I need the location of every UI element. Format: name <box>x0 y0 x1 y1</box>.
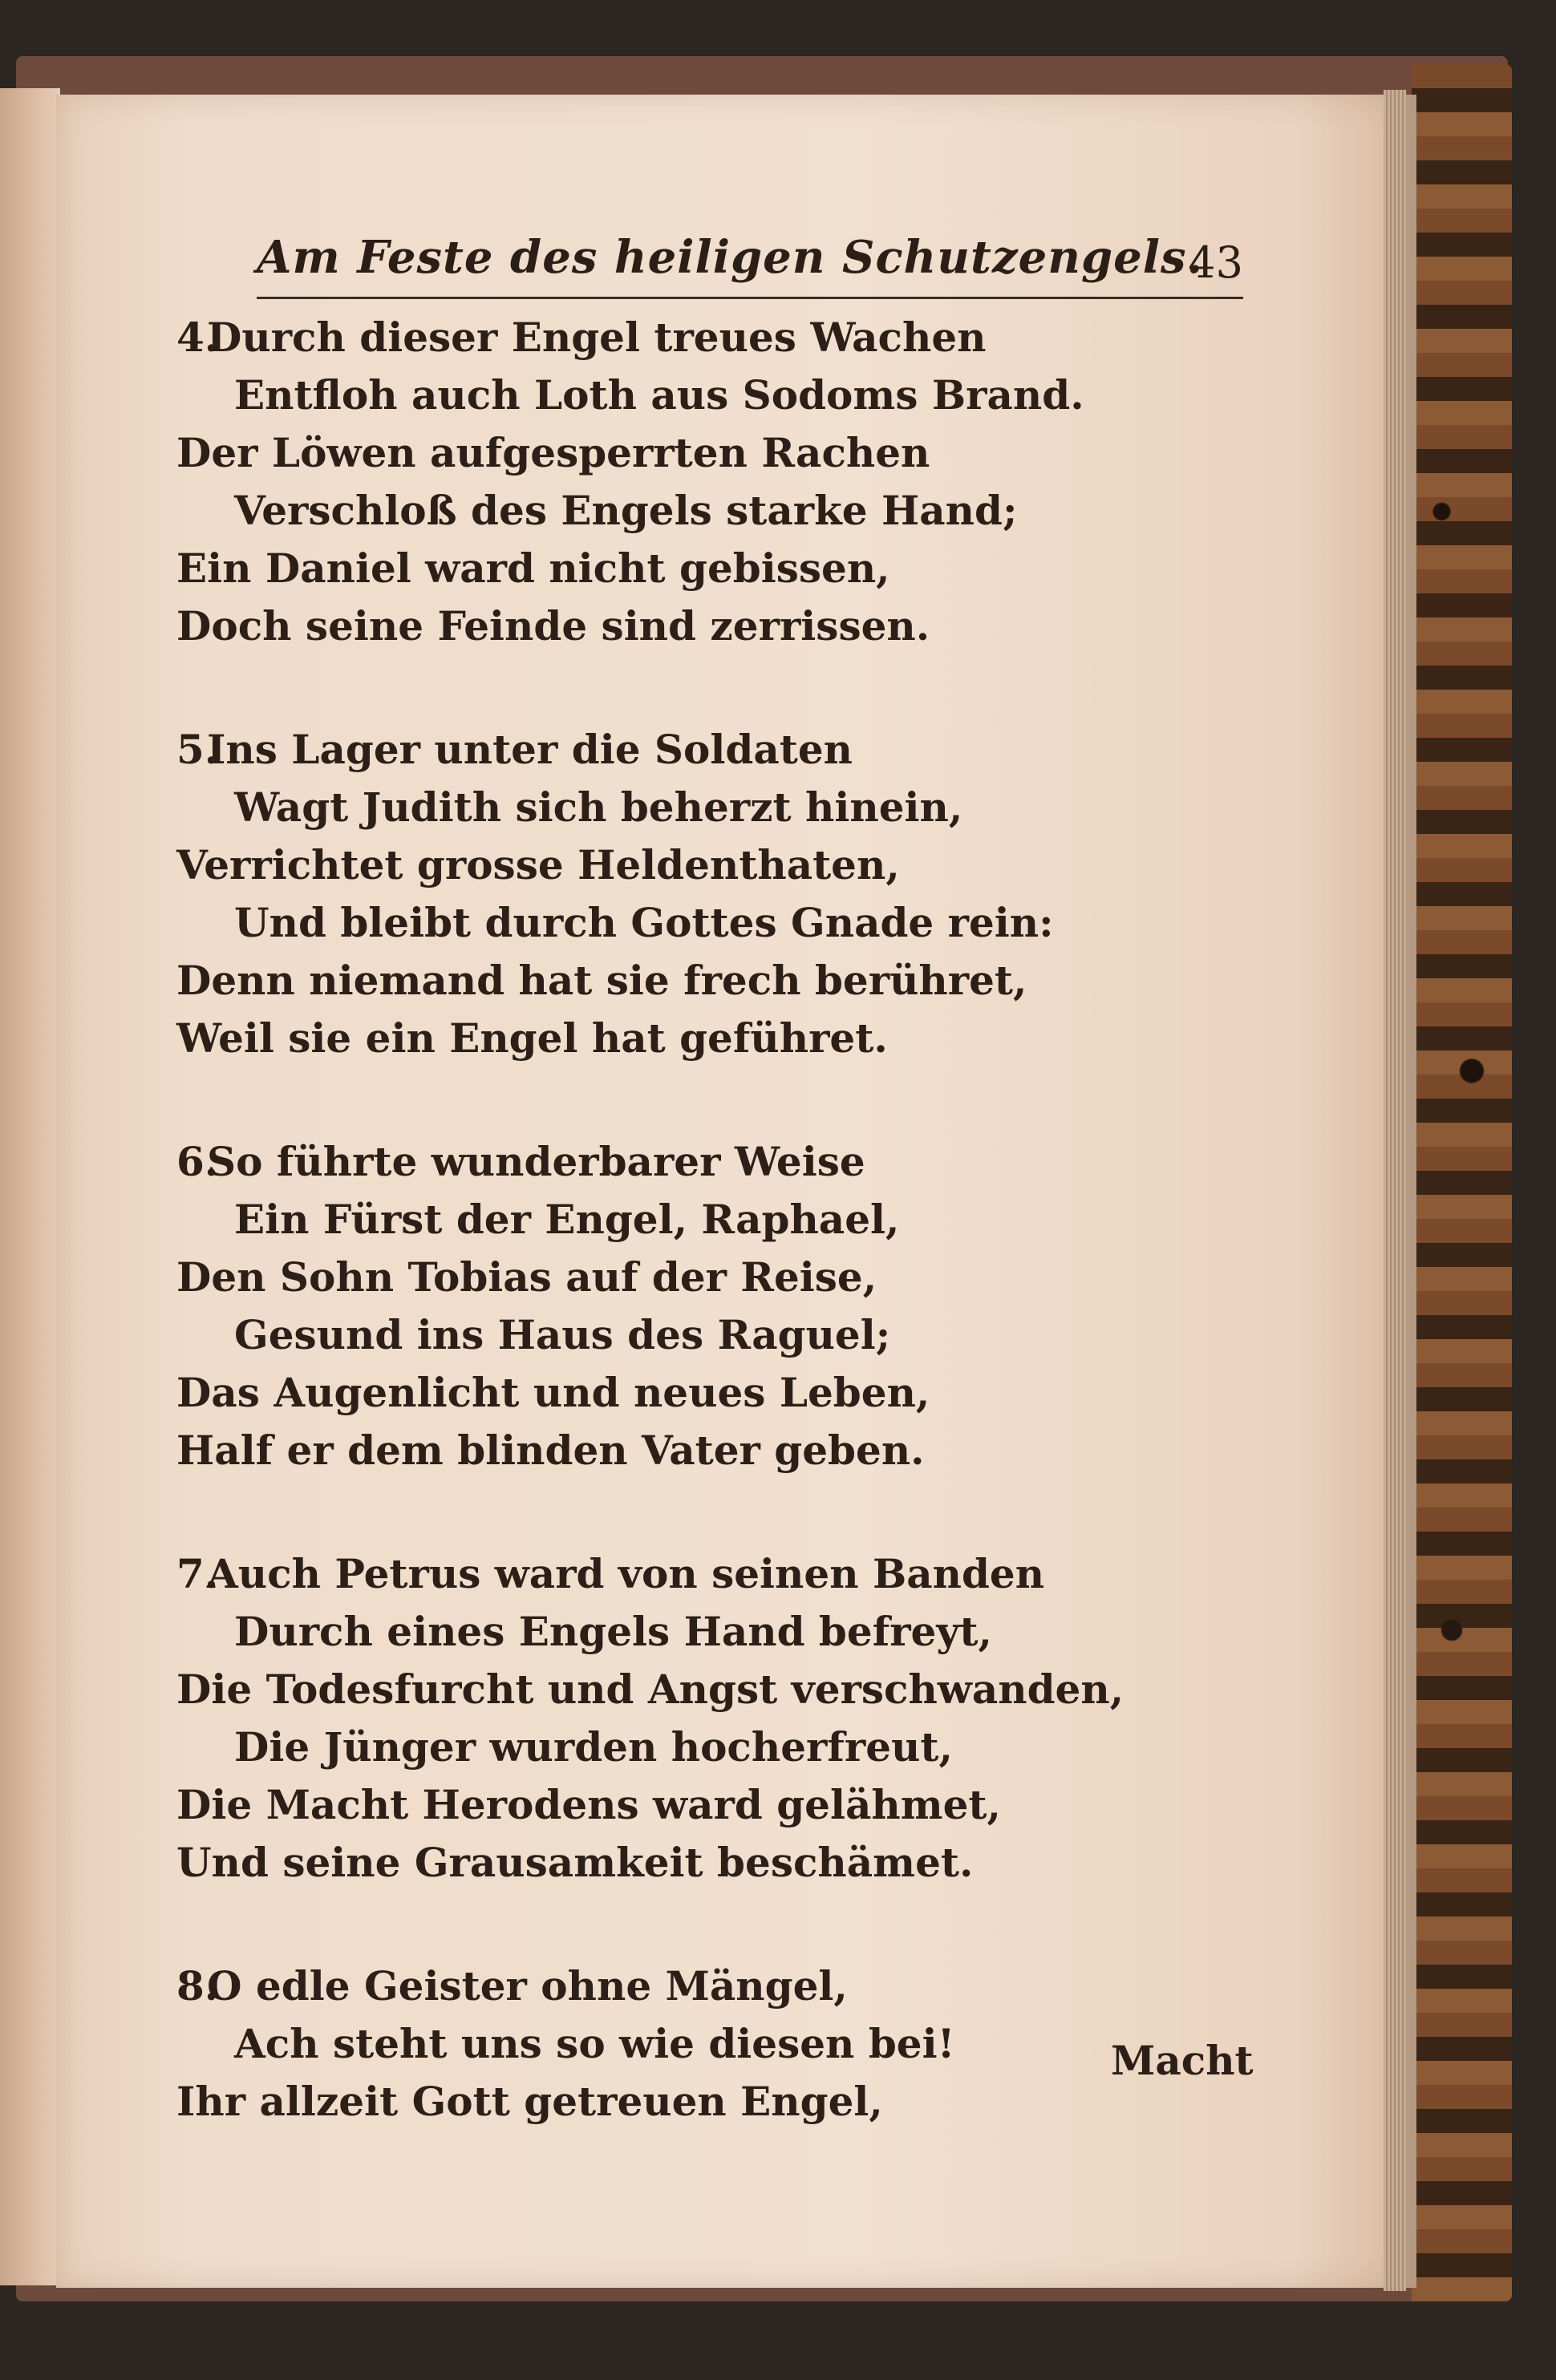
stanza-7 <box>176 1545 1123 1892</box>
verse-line: Ein Daniel ward nicht gebissen, <box>176 544 890 592</box>
verse-line: Gesund ins Haus des Raguel; <box>234 1311 891 1358</box>
stanza-number: 5. <box>176 726 219 773</box>
verse-line: Das Augenlicht und neues Leben, <box>176 1369 930 1416</box>
stanza-4 <box>176 309 1123 655</box>
verse-line: Die Macht Herodens ward gelähmet, <box>176 1781 1001 1828</box>
verse-line: Und seine Grausamkeit beschämet. <box>176 1839 974 1886</box>
verse-line: Weil sie ein Engel hat geführet. <box>176 1014 888 1062</box>
stanza-8 <box>176 1957 1123 2131</box>
verse-line: 5.Ins Lager unter die Soldaten <box>176 721 1123 779</box>
facing-page-edge <box>0 88 60 2285</box>
verse-line: Durch eines Engels Hand befreyt, <box>234 1608 992 1655</box>
verse-line: Der Löwen aufgesperrten Rachen <box>176 429 930 476</box>
verse-line: Ein Fürst der Engel, Raphael, <box>234 1196 900 1243</box>
verse-line: Ihr allzeit Gott getreuen Engel, <box>176 2078 883 2125</box>
stanza-number: 7. <box>176 1550 219 1597</box>
stanza-6 <box>176 1133 1123 1479</box>
verse-line: 7.Auch Petrus ward von seinen Banden <box>176 1545 1123 1603</box>
verse-line: Wagt Judith sich beherzt hinein, <box>234 783 963 831</box>
hymn-text <box>176 309 1123 2196</box>
stanza-number: 8. <box>176 1962 219 2010</box>
marbled-cover-edge <box>1412 64 1512 2301</box>
stanza-5 <box>176 721 1123 1067</box>
page-number: 43 <box>1188 237 1243 288</box>
verse-line: Half er dem blinden Vater geben. <box>176 1427 925 1474</box>
verse-line: Verschloß des Engels starke Hand; <box>234 487 1018 534</box>
running-title: Am Feste des heiligen Schutzengels. <box>257 231 1204 284</box>
catchword: Macht <box>1111 2037 1254 2084</box>
verse-line: Entfloh auch Loth aus Sodoms Brand. <box>234 371 1084 419</box>
verse-line: Ach steht uns so wie diesen bei! <box>234 2020 955 2067</box>
verse-line: Die Jünger wurden hocherfreut, <box>234 1723 953 1771</box>
stanza-number: 4. <box>176 314 219 361</box>
page-header <box>257 225 1243 299</box>
verse-line: Doch seine Feinde sind zerrissen. <box>176 602 930 650</box>
page-stack-edge <box>1384 90 1406 2291</box>
verse-line: Denn niemand hat sie frech berühret, <box>176 957 1027 1004</box>
verse-line: Den Sohn Tobias auf der Reise, <box>176 1253 877 1301</box>
verse-line: 4.Durch dieser Engel treues Wachen <box>176 309 1123 366</box>
stanza-number: 6. <box>176 1138 219 1185</box>
verse-line: Und bleibt durch Gottes Gnade rein: <box>234 899 1054 946</box>
verse-line: 6.So führte wunderbarer Weise <box>176 1133 1123 1191</box>
verse-line: Verrichtet grosse Heldenthaten, <box>176 841 900 888</box>
verse-line: Die Todesfurcht und Angst verschwanden, <box>176 1666 1124 1713</box>
verse-line: 8.O edle Geister ohne Mängel, <box>176 1957 1123 2015</box>
